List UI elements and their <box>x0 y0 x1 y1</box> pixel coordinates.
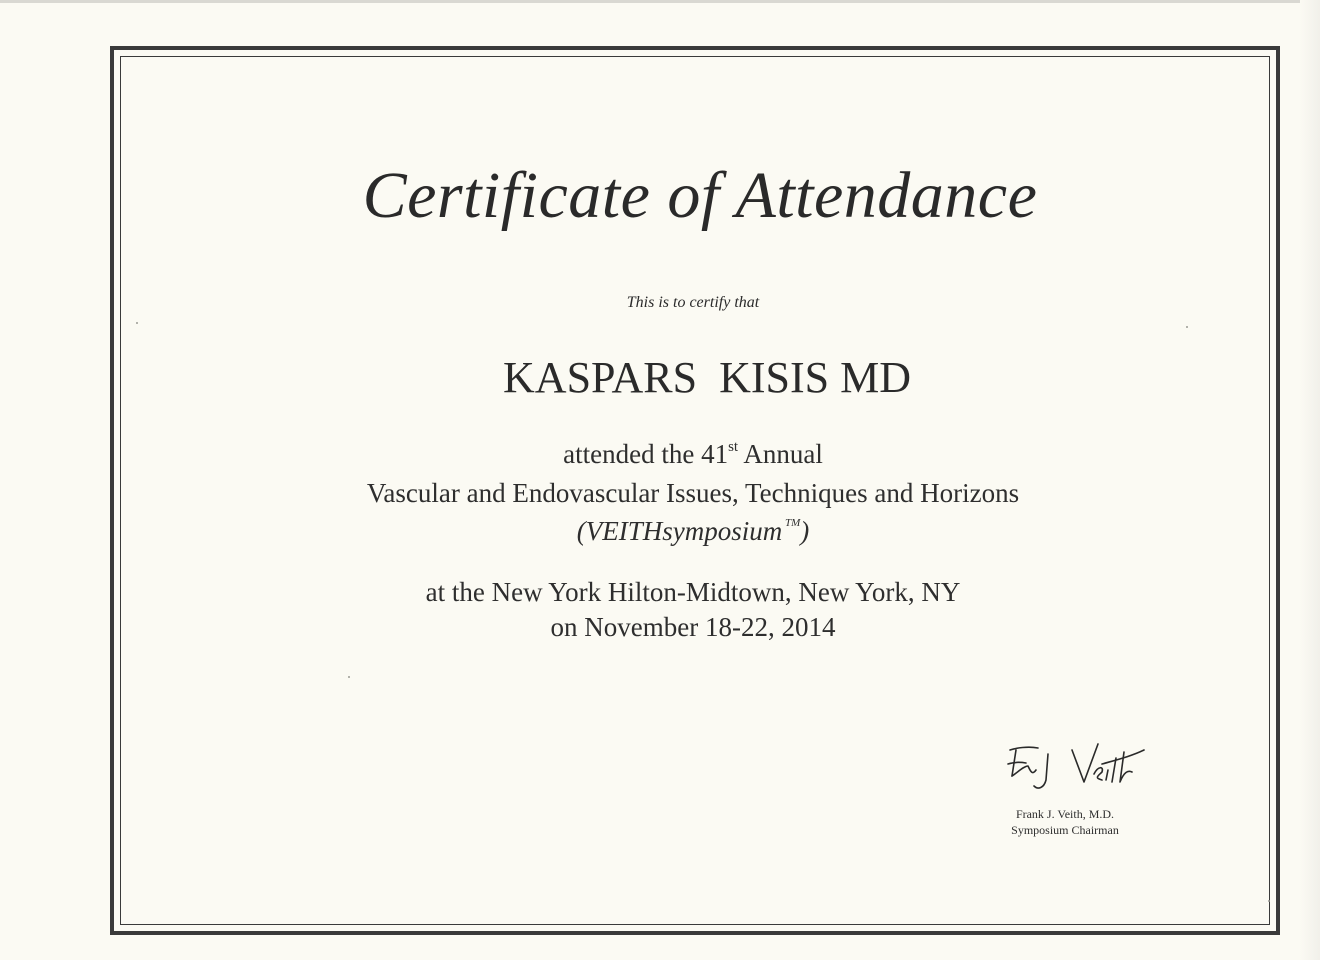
certificate-title: Certificate of Attendance <box>362 159 1038 232</box>
attended-ordinal: st <box>728 439 739 455</box>
brand-name: VEITHsymposium <box>585 516 783 546</box>
scan-speck <box>1186 326 1188 328</box>
scan-speck <box>1268 900 1270 902</box>
trademark-mark: TM <box>782 517 801 529</box>
certify-line: This is to certify that <box>626 294 760 311</box>
scan-edge-top <box>0 0 1320 3</box>
signatory-block <box>960 806 1170 838</box>
date-line: on November 18-22, 2014 <box>550 612 836 642</box>
signature <box>998 736 1148 798</box>
venue-line: at the New York Hilton-Midtown, New York, NY <box>425 577 961 607</box>
event-brand <box>0 516 1320 547</box>
signatory-name: Frank J. Veith, M.D. <box>1015 807 1115 821</box>
scan-speck <box>348 676 350 678</box>
scan-speck <box>136 322 138 324</box>
brand-open-paren: ( <box>576 516 586 546</box>
signatory-role: Symposium Chairman <box>1011 823 1119 837</box>
attended-line <box>0 439 1320 470</box>
brand-close-paren: ) <box>800 516 810 546</box>
attended-prefix: attended the 41 <box>563 439 729 469</box>
recipient-name: KASPARS KISIS MD <box>503 353 911 402</box>
event-name: Vascular and Endovascular Issues, Techniques and Horizons <box>366 478 1020 508</box>
attended-suffix: Annual <box>738 439 823 469</box>
